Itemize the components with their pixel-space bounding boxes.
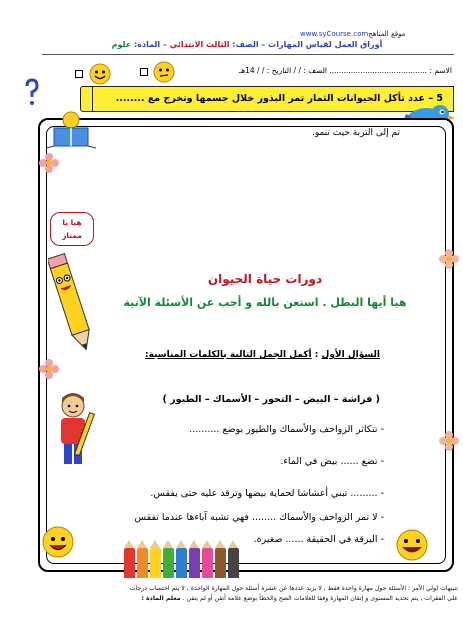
smiley-face-icon (152, 60, 176, 84)
question1-heading (145, 350, 380, 360)
site-credit (300, 30, 450, 38)
question-mark-icon (24, 78, 40, 108)
encouragement-line2: ممتاز (62, 231, 82, 240)
encouragement-line1: هيا يا (62, 218, 82, 227)
sentence-2: - تضع ...... بيض في الماء. (280, 456, 384, 467)
flower-icon (38, 152, 60, 174)
checkbox-icon[interactable] (75, 70, 83, 78)
question5-label: 5 – عدد (408, 93, 443, 104)
pencil-character-icon (48, 248, 94, 358)
site-name: موقع المناهج (368, 30, 406, 38)
boy-with-pencil-icon (46, 392, 100, 468)
worksheet-subtitle: هيا أيها البطل . استعن بالله و أجب عن الأسئلة الآتية (123, 296, 407, 309)
banner-part1: أوراق العمل لقياس المهارات – الصف: (229, 40, 383, 49)
question5-text: تأكل الحيوانات الثمار تمر البذور خلال جسمها وتخرج مع ........ (115, 93, 405, 104)
site-prefix: www. (300, 30, 319, 38)
flower-icon (38, 358, 60, 380)
flower-icon (438, 430, 460, 452)
smiley-face-icon (40, 524, 76, 560)
banner-grade: الثالث الابتدائي (169, 40, 230, 49)
parent-note (6, 584, 458, 604)
smiley-face-icon (88, 62, 112, 86)
question1-label: السؤال الأول (321, 350, 380, 360)
question1-text: أكمل الجمل التالية بالكلمات المناسبة: (145, 350, 312, 360)
partial-sentence: تم إلى التربة حيث تنمو. (312, 128, 400, 138)
sentence-3: - ......... تبني أعشاشا لحماية بيضها وترقد عليه حتى يفقس. (150, 488, 384, 499)
teacher-label: معلم المادة : (141, 595, 181, 602)
parent-note-line1: تنبيهات لولي الأمر : الأسئلة حول مهارة واحدة فقط , لا يزيد عددها عن عشرة أسئلة حول المهارة الواحدة , لا يتم احتساب درجات (129, 585, 458, 592)
sentence-5: - اليرقة في الحقيقة ...... صغيرة. (253, 534, 384, 545)
flower-icon (438, 248, 460, 270)
question1-separator: : (311, 350, 322, 360)
word-bank: ( فراشة – البيض – التحور – الأسماك – الطيور ) (162, 394, 380, 405)
banner-part2: – المادة: (131, 40, 170, 49)
banner-subject: علوم (111, 40, 132, 49)
parent-note-line2: على الفقرات , يتم تحديد المستوى و إتقان المهارة وفقا للعلامات الصح والخطأ بوضع علامة أتقن أو لم يتقن . (182, 595, 458, 602)
book-reader-icon (46, 110, 96, 152)
site-domain: syCourse.com (318, 30, 369, 38)
smiley-face-icon (392, 528, 432, 562)
sentence-1: - تتكاثر الزواحف والأسماك والطيور بوضع .......... (189, 424, 384, 435)
checkbox-icon[interactable] (140, 68, 148, 76)
sentence-4: - لا تمر الزواحف والأسماك ........ فهي تشبه آباءها عندما تفقس (134, 512, 384, 523)
student-info-line: الاسم : ......................................... الصف : / / التاريخ : / / 14هـ (238, 66, 452, 75)
worksheet-title: دورات حياة الحيوان (207, 272, 323, 286)
encouragement-bubble (50, 212, 94, 246)
header-divider (42, 54, 454, 55)
color-pencils-icon (124, 548, 241, 582)
worksheet-banner (42, 38, 452, 52)
